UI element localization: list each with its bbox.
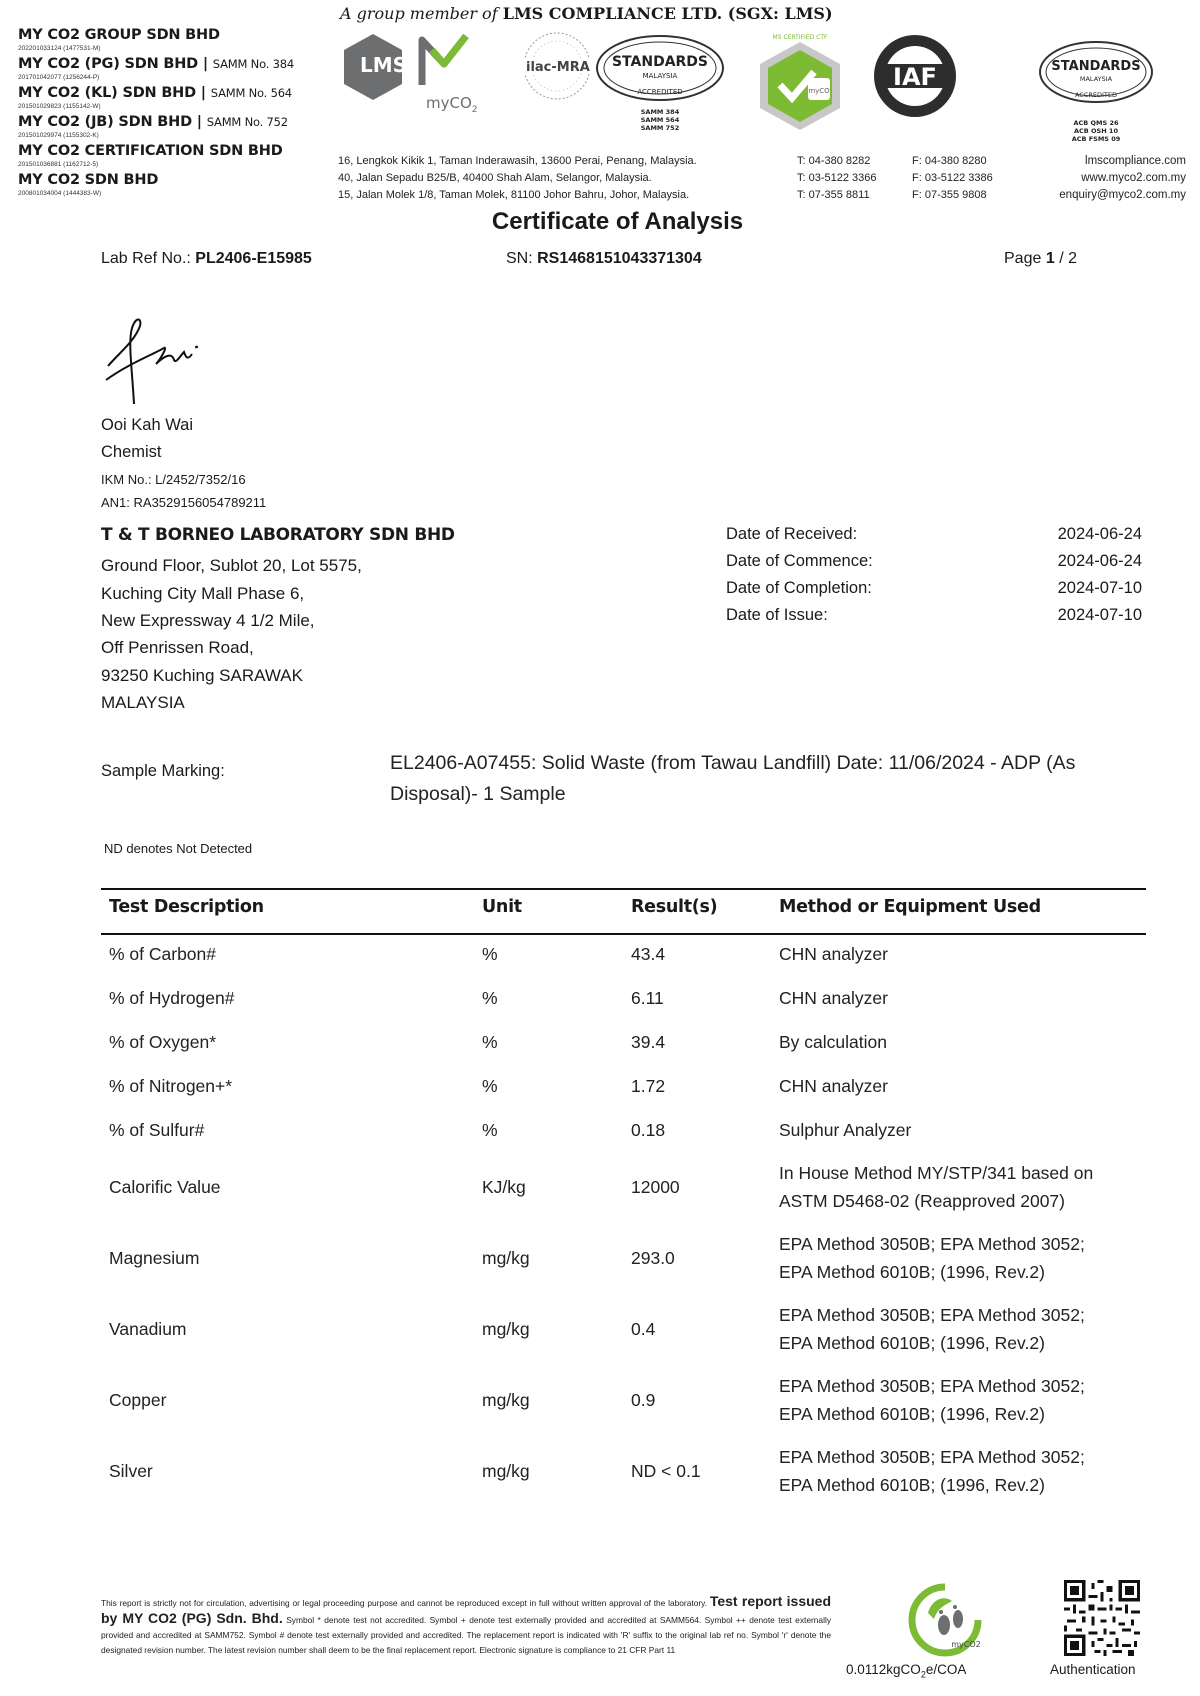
column-header: Method or Equipment Used: [779, 897, 1041, 917]
unit: %: [482, 1032, 498, 1052]
svg-text:SAMM 564: SAMM 564: [640, 116, 680, 124]
svg-text:SAMM 752: SAMM 752: [640, 124, 680, 132]
website-link[interactable]: www.myco2.com.my: [1081, 172, 1186, 184]
result: 293.0: [631, 1248, 675, 1268]
result: 39.4: [631, 1032, 666, 1052]
email-link[interactable]: enquiry@myco2.com.my: [1059, 189, 1186, 201]
svg-text:MS CERTIFIED CTF: MS CERTIFIED CTF: [772, 34, 828, 41]
column-header: Unit: [482, 897, 522, 917]
sample-marking-value: EL2406-A07455: Solid Waste (from Tawau Landfill) Date: 11/06/2024 - ADP (As Disposal)- 1 Sample: [390, 752, 1076, 805]
unit: mg/kg: [482, 1248, 530, 1268]
result: 0.4: [631, 1319, 656, 1339]
method: EPA Method 3050B; EPA Method 3052;: [779, 1234, 1085, 1254]
company-name: MY CO2 (PG) SDN BHD | SAMM No. 384: [18, 56, 294, 72]
svg-text:IAF: IAF: [893, 63, 937, 91]
lms-logo: [344, 34, 407, 100]
svg-text:ACCREDITED: ACCREDITED: [1074, 91, 1118, 99]
test-description: % of Carbon#: [109, 944, 217, 964]
svg-text:SAMM 384: SAMM 384: [640, 108, 680, 116]
svg-text:myCO2: myCO2: [951, 1640, 981, 1649]
website-link[interactable]: lmscompliance.com: [1085, 155, 1186, 167]
unit: KJ/kg: [482, 1177, 526, 1197]
method: CHN analyzer: [779, 988, 888, 1008]
date-label: Date of Commence:: [726, 552, 873, 570]
column-header: Result(s): [631, 897, 718, 917]
svg-text:ACCREDITED: ACCREDITED: [637, 88, 683, 96]
company-reg: 201501036881 (1162712-5): [18, 161, 99, 168]
method: EPA Method 6010B; (1996, Rev.2): [779, 1333, 1045, 1353]
phone-number: T: 03-5122 3366: [797, 172, 877, 184]
standards-malaysia-logo: [597, 36, 723, 132]
date-label: Date of Completion:: [726, 579, 872, 597]
signature: [98, 308, 218, 408]
unit: %: [482, 944, 498, 964]
date-value: 2024-06-24: [1057, 525, 1142, 543]
test-description: % of Sulfur#: [109, 1120, 205, 1140]
nd-note: ND denotes Not Detected: [104, 841, 253, 856]
method: CHN analyzer: [779, 1076, 888, 1096]
method: Sulphur Analyzer: [779, 1120, 912, 1140]
company-name: MY CO2 SDN BHD: [18, 172, 159, 188]
svg-text:ACB FSMS 09: ACB FSMS 09: [1071, 135, 1121, 143]
sample-marking-label: Sample Marking:: [101, 762, 225, 780]
address-johor: 15, Jalan Molek 1/8, Taman Molek, 81100 Johor Bahru, Johor, Malaysia.: [338, 189, 690, 201]
svg-text:STANDARDS: STANDARDS: [1051, 59, 1141, 74]
date-label: Date of Received:: [726, 525, 858, 543]
address-penang: 16, Lengkok Kikik 1, Taman Inderawasih, 13600 Perai, Penang, Malaysia.: [338, 155, 697, 167]
client-address-line: 93250 Kuching SARAWAK: [101, 666, 303, 685]
ilac-mra-logo: [523, 33, 591, 99]
svg-text:myCO: myCO: [808, 87, 830, 95]
company-reg: 201501029823 (1155142-W): [18, 103, 101, 110]
result: 12000: [631, 1177, 680, 1197]
test-description: % of Oxygen*: [109, 1032, 216, 1052]
svg-text:MALAYSIA: MALAYSIA: [642, 72, 678, 80]
myco2-logo: [422, 36, 478, 115]
column-header: Test Description: [109, 897, 264, 917]
result: 0.18: [631, 1120, 666, 1140]
table-header-rule: [101, 933, 1146, 935]
method: ASTM D5468-02 (Reapproved 2007): [779, 1191, 1065, 1211]
accreditation-logos: [340, 30, 1200, 150]
address-selangor: 40, Jalan Sepadu B25/B, 40400 Shah Alam, Selangor, Malaysia.: [338, 172, 652, 184]
group-tagline: A group member of LMS COMPLIANCE LTD. (SGX: LMS): [340, 4, 833, 23]
authentication-qr-icon[interactable]: [1064, 1580, 1140, 1656]
svg-text:ACB OSH 10: ACB OSH 10: [1074, 127, 1118, 135]
result: 0.9: [631, 1390, 656, 1410]
standards-malaysia-logo: [1040, 42, 1152, 143]
page-title: Certificate of Analysis: [491, 208, 744, 235]
unit: %: [482, 1076, 498, 1096]
authentication-caption: Authentication: [1050, 1662, 1136, 1677]
method: EPA Method 3050B; EPA Method 3052;: [779, 1376, 1085, 1396]
table-top-rule: [101, 888, 1146, 890]
carbon-caption: 0.0112kgCO$_2$e/COA: [846, 1662, 967, 1680]
client-address-line: MALAYSIA: [101, 693, 185, 712]
company-name: MY CO2 CERTIFICATION SDN BHD: [18, 143, 283, 159]
serial-number: SN: RS1468151043371304: [506, 250, 702, 267]
method: EPA Method 3050B; EPA Method 3052;: [779, 1305, 1085, 1325]
test-description: Silver: [109, 1461, 153, 1481]
fax-number: F: 04-380 8280: [912, 155, 987, 167]
page-indicator: Page 1 / 2: [1004, 250, 1077, 267]
svg-text:ACB QMS 26: ACB QMS 26: [1073, 119, 1119, 127]
date-label: Date of Issue:: [726, 606, 828, 624]
company-name: MY CO2 GROUP SDN BHD: [18, 27, 220, 43]
client-address-line: Ground Floor, Sublot 20, Lot 5575,: [101, 556, 362, 575]
result: 1.72: [631, 1076, 666, 1096]
test-description: % of Nitrogen+*: [109, 1076, 233, 1096]
date-value: 2024-06-24: [1057, 552, 1142, 570]
method: EPA Method 6010B; (1996, Rev.2): [779, 1475, 1045, 1495]
fax-number: F: 07-355 9808: [912, 189, 987, 201]
footer-disclaimer: This report is strictly not for circulation, advertising or legal proceeding purpose and cannot be reproduced except in full without written approval of the laboratory. Test report issued by MY CO2 (PG) Sdn. Bhd. Symbol * denote test not accredited. Symbol + denote test externally provided and accredited at SAMM564. Symbol ++ denote test externally provided and accredited at SAMM752. Symbol # denote test externally provided and accredited. The replacement report is indicated with 'R' suffix to the original lab ref no. Symbol 'r' denote the designated revision number. The latest revision number shall deem to be the final replacement report. Electronic signature is compliance to 21 CFR Part 11: [101, 1593, 832, 1655]
client-address-line: New Expressway 4 1/2 Mile,: [101, 611, 315, 630]
company-name: MY CO2 (KL) SDN BHD | SAMM No. 564: [18, 85, 292, 101]
test-description: Vanadium: [109, 1319, 187, 1339]
svg-text:myCO2: myCO$_2$: [426, 94, 478, 115]
phone-number: T: 07-355 8811: [797, 189, 870, 201]
method: EPA Method 6010B; (1996, Rev.2): [779, 1262, 1045, 1282]
company-reg: 202201033124 (1477531-M): [18, 45, 101, 52]
result: ND < 0.1: [631, 1461, 701, 1481]
certified-hexagon-logo: [760, 34, 840, 130]
phone-number: T: 04-380 8282: [797, 155, 871, 167]
method: EPA Method 6010B; (1996, Rev.2): [779, 1404, 1045, 1424]
unit: mg/kg: [482, 1319, 530, 1339]
method: CHN analyzer: [779, 944, 888, 964]
test-description: % of Hydrogen#: [109, 988, 235, 1008]
unit: %: [482, 988, 498, 1008]
method: By calculation: [779, 1032, 887, 1052]
svg-text:ilac-MRA: ilac-MRA: [526, 60, 590, 75]
signatory-name: Ooi Kah Wai: [101, 416, 194, 434]
fax-number: F: 03-5122 3386: [912, 172, 993, 184]
company-reg: 201701042077 (1256244-P): [18, 74, 100, 81]
method: In House Method MY/STP/341 based on: [779, 1163, 1094, 1183]
svg-text:STANDARDS: STANDARDS: [611, 54, 709, 70]
lab-ref: Lab Ref No.: PL2406-E15985: [101, 250, 312, 267]
unit: %: [482, 1120, 498, 1140]
iaf-logo: [874, 35, 956, 117]
test-description: Calorific Value: [109, 1177, 221, 1197]
result: 6.11: [631, 988, 664, 1008]
unit: mg/kg: [482, 1390, 530, 1410]
company-name: MY CO2 (JB) SDN BHD | SAMM No. 752: [18, 114, 288, 130]
signatory-role: Chemist: [101, 443, 162, 461]
client-address-line: Kuching City Mall Phase 6,: [101, 584, 305, 603]
date-value: 2024-07-10: [1057, 579, 1142, 597]
date-value: 2024-07-10: [1057, 606, 1142, 624]
svg-text:MALAYSIA: MALAYSIA: [1079, 75, 1113, 83]
unit: mg/kg: [482, 1461, 530, 1481]
test-description: Magnesium: [109, 1248, 200, 1268]
client-name: T & T BORNEO LABORATORY SDN BHD: [101, 525, 455, 545]
client-address-line: Off Penrissen Road,: [101, 638, 254, 657]
company-reg: 200801034004 (1444383-W): [18, 190, 102, 197]
svg-text:LMS: LMS: [360, 53, 408, 77]
company-reg: 201501029974 (1155302-K): [18, 132, 99, 139]
result: 43.4: [631, 944, 666, 964]
carbon-footprint-badge: [908, 1583, 982, 1657]
signatory-an: AN1: RA3529156054789211: [101, 495, 267, 510]
signatory-ikm: IKM No.: L/2452/7352/16: [101, 472, 246, 487]
test-description: Copper: [109, 1390, 167, 1410]
method: EPA Method 3050B; EPA Method 3052;: [779, 1447, 1085, 1467]
